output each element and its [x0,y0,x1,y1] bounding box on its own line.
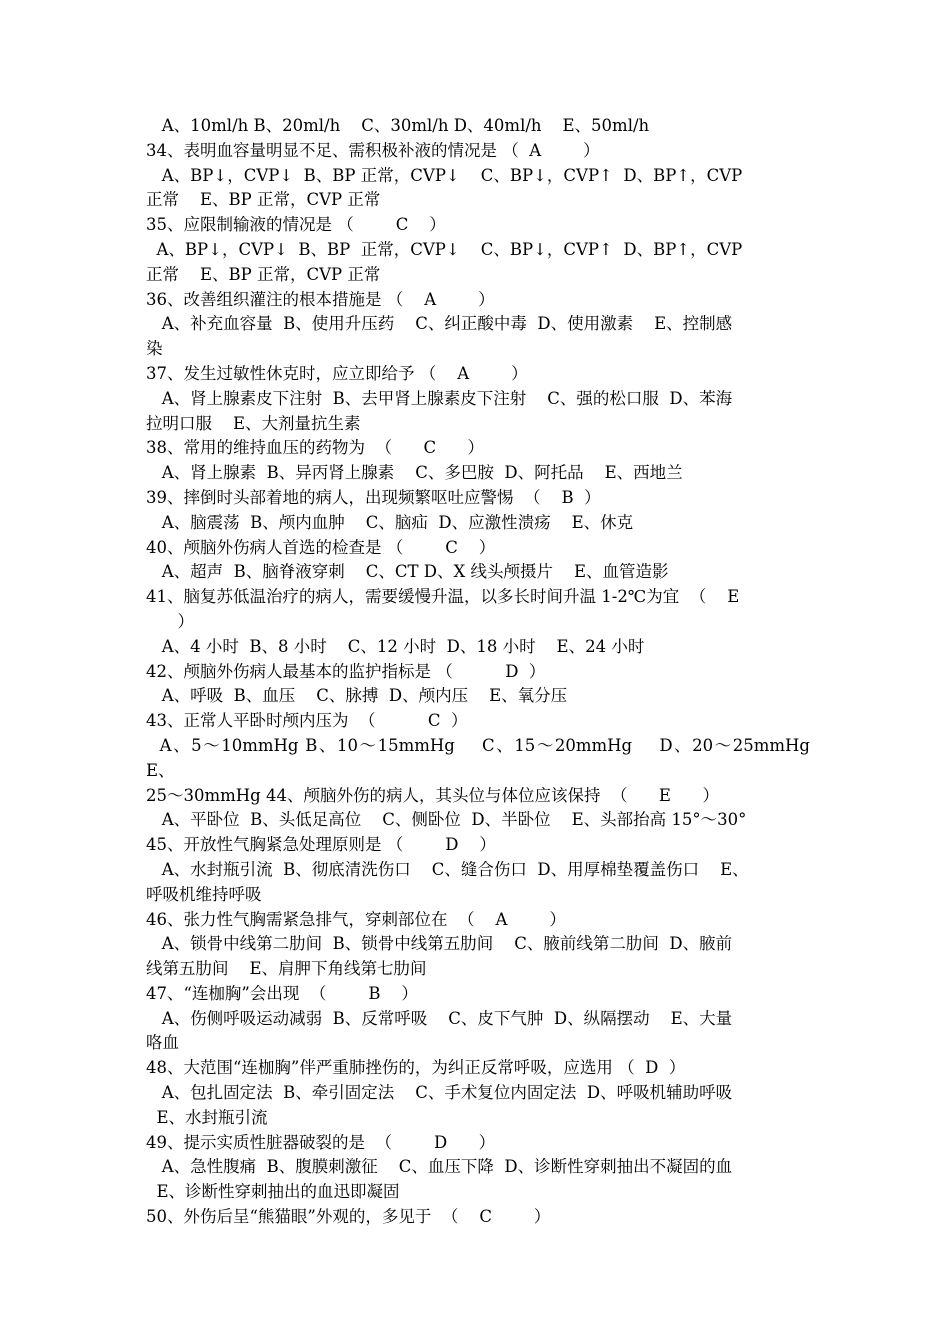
text-line: A、超声 B、脑脊液穿刺 C、CT D、X 线头颅摄片 E、血管造影 [146,562,669,582]
text-line: A、肾上腺素 B、异丙肾上腺素 C、多巴胺 D、阿托品 E、西地兰 [146,463,683,483]
text-line: E、诊断性穿刺抽出的血迅即凝固 [146,1182,400,1202]
text-line: 43、正常人平卧时颅内压为 （ C ） [146,711,468,731]
text-line: A、BP↓，CVP↓ B、BP 正常，CVP↓ C、BP↓，CVP↑ D、BP↑，CVP [146,239,743,259]
text-line: 41、脑复苏低温治疗的病人，需要缓慢升温，以多长时间升温 1-2℃为宜 （ E [146,587,740,607]
text-line: A、水封瓶引流 B、彻底清洗伤口 C、缝合伤口 D、用厚棉垫覆盖伤口 E、 [146,859,749,879]
text-line: 38、常用的维持血压的药物为 （ C ） [146,438,485,458]
text-line: A、脑震荡 B、颅内血肿 C、脑疝 D、应激性溃疡 E、休克 [146,512,634,532]
text-line: A、锁骨中线第二肋间 B、锁骨中线第五肋间 C、腋前线第二肋间 D、腋前 [146,934,733,954]
text-line: 35、应限制输液的情况是 （ C ） [146,215,446,235]
text-line: 39、摔倒时头部着地的病人，出现频繁呕吐应警惕 （ B ） [146,487,601,507]
text-line: A、10ml/h B、20ml/h C、30ml/h D、40ml/h E、50ml/h [146,116,650,135]
text-line: 呼吸机维持呼吸 [146,884,262,904]
text-line: 45、开放性气胸紧急处理原则是 （ D ） [146,835,496,855]
text-line: 34、表明血容量明显不足、需积极补液的情况是 （ A ） [146,140,600,160]
text-line: E、水封瓶引流 [146,1107,268,1127]
text-line: 染 [146,339,163,359]
text-line: 正常 E、BP 正常，CVP 正常 [146,190,381,210]
text-line: A、平卧位 B、头低足高位 C、侧卧位 D、半卧位 E、头部抬高 15°～30° [146,810,747,830]
text-line: 正常 E、BP 正常，CVP 正常 [146,264,381,284]
text-line: 拉明口服 E、大剂量抗生素 [146,413,361,433]
text-line: A、伤侧呼吸运动减弱 B、反常呼吸 C、皮下气肿 D、纵隔摆动 E、大量 [146,1008,733,1028]
text-line: A、补充血容量 B、使用升压药 C、纠正酸中毒 D、使用激素 E、控制感 [146,314,733,334]
text-line: A、肾上腺素皮下注射 B、去甲肾上腺素皮下注射 C、强的松口服 D、苯海 [146,388,733,408]
text-line: 37、发生过敏性休克时，应立即给予 （ A ） [146,363,528,383]
text-line: 42、颅脑外伤病人最基本的监护指标是 （ D ） [146,661,546,681]
text-line: 47、“连枷胸”会出现 （ B ） [146,983,418,1003]
text-line: A、包扎固定法 B、牵引固定法 C、手术复位内固定法 D、呼吸机辅助呼吸 [146,1083,733,1103]
text-line: ） [146,611,194,631]
text-line: 25～30mmHg 44、颅脑外伤的病人，其头位与体位应该保持 （ E ） [146,785,719,805]
text-line: 48、大范围“连枷胸”伴严重肺挫伤的，为纠正反常呼吸，应选用 （ D ） [146,1058,686,1078]
text-line: A、4 小时 B、8 小时 C、12 小时 D、18 小时 E、24 小时 [146,636,645,656]
text-line: 咯血 [146,1033,179,1053]
text-line: 40、颅脑外伤病人首选的检查是 （ C ） [146,537,496,557]
text-line: 49、提示实质性脏器破裂的是 （ D ） [146,1132,496,1152]
text-line: 36、改善组织灌注的根本措施是 （ A ） [146,289,495,309]
document-page [146,114,831,1230]
text-line: 46、张力性气胸需紧急排气，穿刺部位在 （ A ） [146,909,566,929]
text-line: A、呼吸 B、血压 C、脉搏 D、颅内压 E、氧分压 [146,686,568,706]
text-line: A、急性腹痛 B、腹膜刺激征 C、血压下降 D、诊断性穿刺抽出不凝固的血 [146,1157,733,1177]
text-line: A、5～10mmHg B、10～15mmHg C、15～20mmHg D、20～25mmHg E、 [146,735,831,780]
text-line: A、BP↓，CVP↓ B、BP 正常，CVP↓ C、BP↓，CVP↑ D、BP↑，CVP [146,165,743,185]
text-line: 线第五肋间 E、肩胛下角线第七肋间 [146,959,427,979]
text-line: 50、外伤后呈“熊猫眼”外观的，多见于 （ C ） [146,1207,551,1227]
